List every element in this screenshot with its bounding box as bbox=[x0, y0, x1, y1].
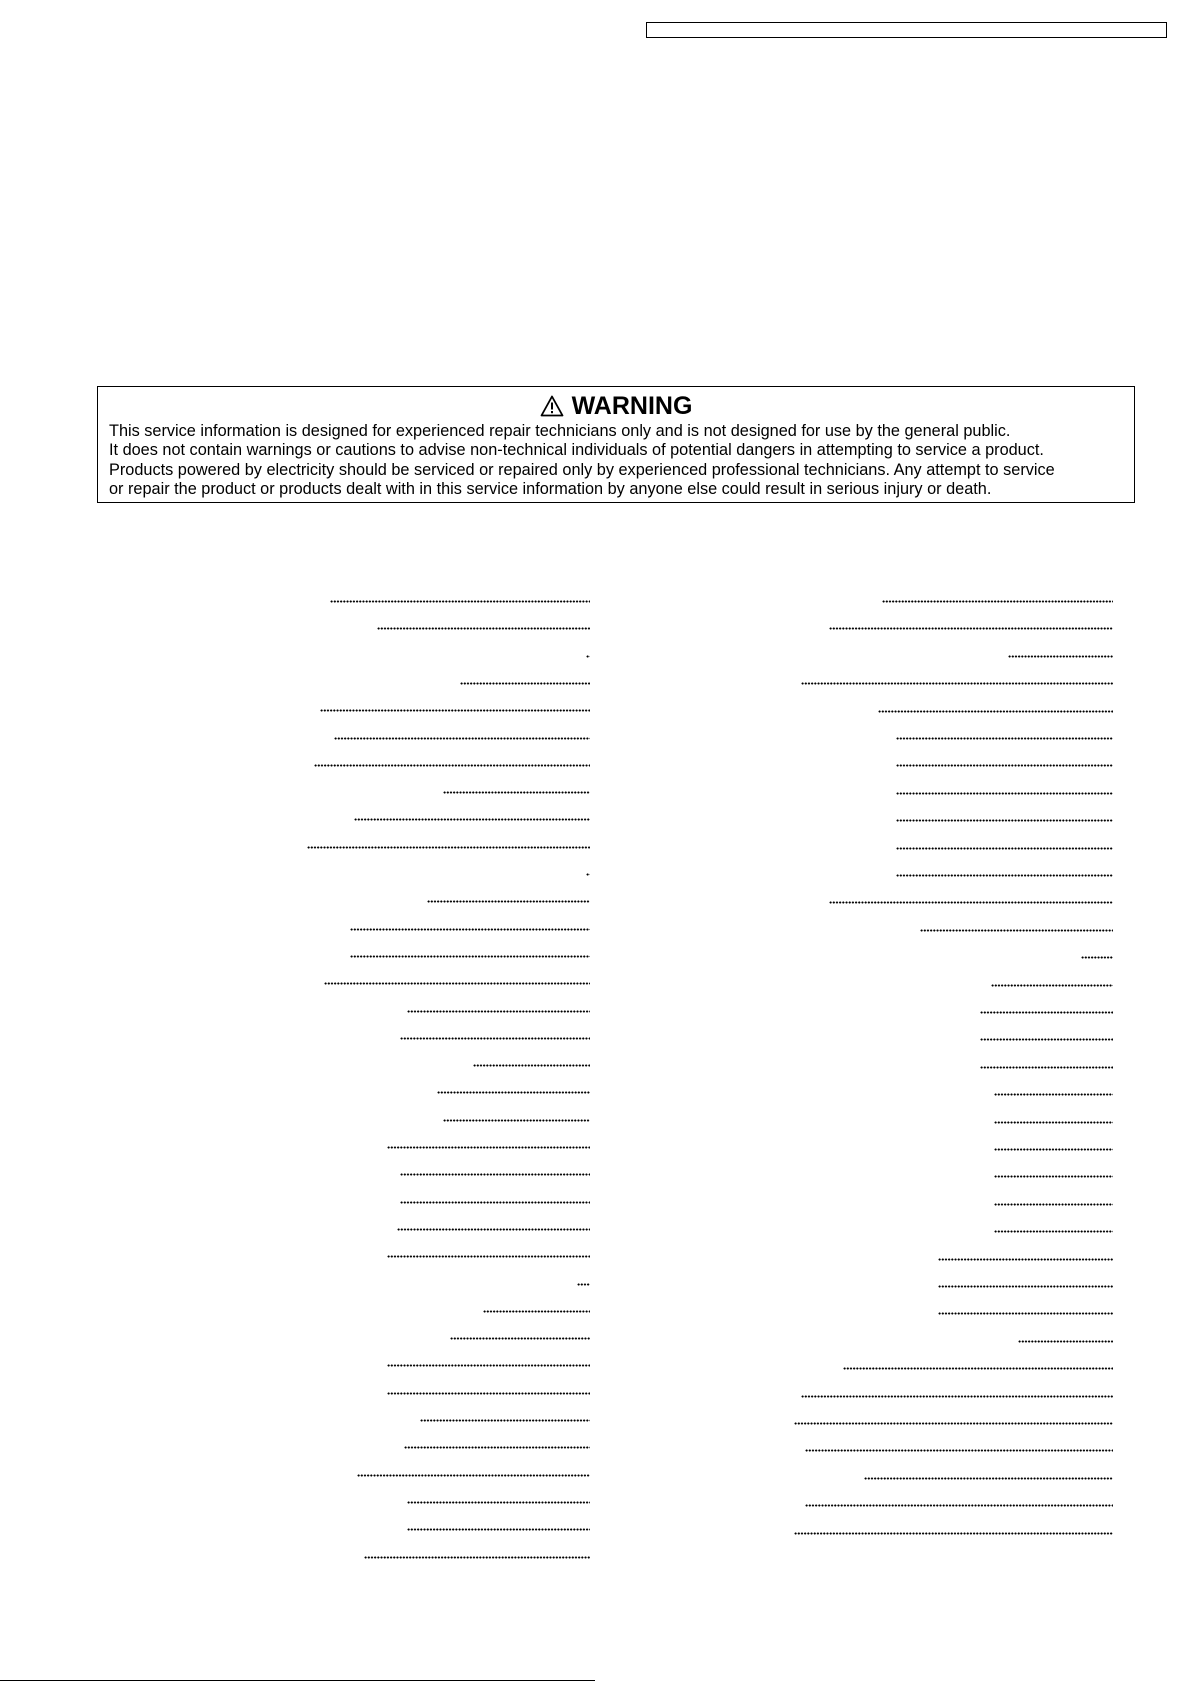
warning-title: WARNING bbox=[571, 392, 693, 420]
toc-entry-row bbox=[793, 1422, 1113, 1428]
toc-dot-leader bbox=[994, 1203, 1113, 1206]
toc-dot-leader bbox=[805, 1449, 1113, 1452]
toc-dot-leader bbox=[387, 1392, 590, 1395]
toc-dot-leader bbox=[896, 847, 1113, 850]
toc-dot-leader bbox=[437, 1091, 590, 1094]
toc-dot-leader bbox=[387, 1255, 590, 1258]
toc-dot-leader bbox=[443, 791, 590, 794]
toc-dot-leader bbox=[794, 1532, 1113, 1535]
toc-dot-leader bbox=[350, 928, 590, 931]
toc-entry-row bbox=[270, 846, 590, 852]
warning-triangle-icon bbox=[540, 395, 564, 417]
toc-entry-row bbox=[270, 1283, 590, 1289]
toc-entry-row bbox=[793, 956, 1113, 962]
toc-dot-leader bbox=[896, 792, 1113, 795]
toc-entry-row bbox=[793, 792, 1113, 798]
toc-entry-row bbox=[270, 1446, 590, 1452]
toc-entry-row bbox=[270, 1119, 590, 1125]
toc-dot-leader bbox=[420, 1419, 590, 1422]
toc-entry-row bbox=[793, 847, 1113, 853]
toc-entry-row bbox=[270, 655, 590, 661]
toc-entry-row bbox=[793, 1175, 1113, 1181]
toc-dot-leader bbox=[586, 873, 590, 876]
toc-dot-leader bbox=[400, 1037, 590, 1040]
footer-rule bbox=[0, 1680, 595, 1681]
toc-dot-leader bbox=[404, 1446, 590, 1449]
toc-entry-row bbox=[793, 1258, 1113, 1264]
toc-entry-row bbox=[793, 1367, 1113, 1373]
toc-dot-leader bbox=[314, 764, 590, 767]
toc-entry-row bbox=[270, 1337, 590, 1343]
toc-dot-leader bbox=[829, 901, 1113, 904]
toc-entry-row bbox=[270, 1091, 590, 1097]
toc-dot-leader bbox=[938, 1312, 1113, 1315]
toc-dot-leader bbox=[878, 710, 1113, 713]
toc-dot-leader bbox=[1018, 1340, 1113, 1343]
toc-dot-leader bbox=[991, 984, 1113, 987]
toc-dot-leader bbox=[307, 846, 590, 849]
toc-entry-row bbox=[270, 1474, 590, 1480]
warning-text bbox=[98, 422, 1134, 499]
toc-dot-leader bbox=[1081, 956, 1113, 959]
toc-dot-leader bbox=[980, 1011, 1113, 1014]
toc-dot-leader bbox=[377, 627, 590, 630]
toc-entry-row bbox=[270, 1037, 590, 1043]
toc-entry-row bbox=[793, 1504, 1113, 1510]
toc-dot-leader bbox=[994, 1121, 1113, 1124]
toc-dot-leader bbox=[577, 1283, 590, 1286]
toc-entry-row bbox=[793, 1340, 1113, 1346]
toc-dot-leader bbox=[443, 1119, 590, 1122]
warning-line: It does not contain warnings or cautions to advise non-technical individuals of potential dangers in attempting to service a product. bbox=[109, 441, 1044, 460]
toc-entry-row bbox=[270, 1010, 590, 1016]
toc-entry-row bbox=[793, 1312, 1113, 1318]
toc-dot-leader bbox=[387, 1146, 590, 1149]
warning-heading bbox=[98, 391, 1134, 421]
toc-dot-leader bbox=[397, 1228, 590, 1231]
toc-entry-row bbox=[270, 1419, 590, 1425]
toc-entry-row bbox=[793, 1066, 1113, 1072]
toc-entry-row bbox=[270, 900, 590, 906]
toc-entry-row bbox=[270, 1173, 590, 1179]
toc-dot-leader bbox=[586, 655, 590, 658]
toc-entry-row bbox=[793, 901, 1113, 907]
toc-dot-leader bbox=[980, 1066, 1113, 1069]
toc-entry-row bbox=[793, 1532, 1113, 1538]
toc-dot-leader bbox=[473, 1064, 590, 1067]
toc-entry-row bbox=[270, 682, 590, 688]
toc-entry-row bbox=[793, 1395, 1113, 1401]
toc-dot-leader bbox=[843, 1367, 1113, 1370]
toc-entry-row bbox=[270, 1255, 590, 1261]
toc-dot-leader bbox=[829, 627, 1113, 630]
toc-dot-leader bbox=[1008, 655, 1113, 658]
header-label-box bbox=[646, 22, 1167, 38]
toc-dot-leader bbox=[994, 1093, 1113, 1096]
toc-entry-row bbox=[793, 1148, 1113, 1154]
warning-line: or repair the product or products dealt with in this service information by anyone else could result in serious injury or death. bbox=[109, 479, 992, 498]
toc-entry-row bbox=[793, 1449, 1113, 1455]
toc-entry-row bbox=[793, 1477, 1113, 1483]
toc-dot-leader bbox=[994, 1148, 1113, 1151]
toc-entry-row bbox=[270, 1064, 590, 1070]
warning-line: Products powered by electricity should be serviced or repaired only by experienced professional technicians. Any attempt to service bbox=[109, 460, 1055, 479]
toc-dot-leader bbox=[400, 1201, 590, 1204]
toc-entry-row bbox=[793, 1011, 1113, 1017]
toc-entry-row bbox=[793, 600, 1113, 606]
toc-dot-leader bbox=[801, 1395, 1113, 1398]
toc-entry-row bbox=[793, 627, 1113, 633]
toc-dot-leader bbox=[801, 682, 1113, 685]
toc-entry-row bbox=[793, 655, 1113, 661]
toc-dot-leader bbox=[400, 1173, 590, 1176]
toc-entry-row bbox=[270, 1501, 590, 1507]
warning-box bbox=[97, 386, 1135, 503]
toc-dot-leader bbox=[938, 1258, 1113, 1261]
toc-entry-row bbox=[793, 1230, 1113, 1236]
toc-entry-row bbox=[270, 764, 590, 770]
toc-dot-leader bbox=[354, 818, 590, 821]
toc-entry-row bbox=[270, 1392, 590, 1398]
toc-entry-row bbox=[270, 1310, 590, 1316]
toc-dot-leader bbox=[938, 1285, 1113, 1288]
toc-entry-row bbox=[270, 1201, 590, 1207]
toc-dot-leader bbox=[980, 1038, 1113, 1041]
toc-left-column bbox=[270, 600, 590, 1580]
toc-dot-leader bbox=[330, 600, 590, 603]
toc-dot-leader bbox=[450, 1337, 590, 1340]
toc-entry-row bbox=[270, 1228, 590, 1234]
toc-entry-row bbox=[270, 627, 590, 633]
toc-entry-row bbox=[270, 1364, 590, 1370]
toc-entry-row bbox=[793, 929, 1113, 935]
toc-entry-row bbox=[270, 1556, 590, 1562]
toc-entry-row bbox=[793, 1121, 1113, 1127]
toc-entry-row bbox=[793, 984, 1113, 990]
toc-entry-row bbox=[793, 1285, 1113, 1291]
toc-dot-leader bbox=[896, 764, 1113, 767]
toc-dot-leader bbox=[324, 982, 590, 985]
toc-entry-row bbox=[793, 1038, 1113, 1044]
toc-entry-row bbox=[270, 873, 590, 879]
toc-entry-row bbox=[793, 1093, 1113, 1099]
toc-dot-leader bbox=[896, 874, 1113, 877]
toc-right-column bbox=[793, 600, 1113, 1580]
toc-dot-leader bbox=[460, 682, 590, 685]
toc-entry-row bbox=[270, 1146, 590, 1152]
toc-entry-row bbox=[793, 1203, 1113, 1209]
toc-dot-leader bbox=[427, 900, 590, 903]
toc-entry-row bbox=[270, 791, 590, 797]
toc-dot-leader bbox=[994, 1175, 1113, 1178]
toc-entry-row bbox=[793, 682, 1113, 688]
toc-dot-leader bbox=[320, 709, 590, 712]
toc-entry-row bbox=[270, 737, 590, 743]
toc-entry-row bbox=[270, 928, 590, 934]
toc-dot-leader bbox=[896, 737, 1113, 740]
toc-entry-row bbox=[793, 874, 1113, 880]
toc-entry-row bbox=[793, 710, 1113, 716]
toc-dot-leader bbox=[794, 1422, 1113, 1425]
toc-dot-leader bbox=[882, 600, 1113, 603]
toc-dot-leader bbox=[483, 1310, 590, 1313]
toc-entry-row bbox=[270, 818, 590, 824]
toc-dot-leader bbox=[364, 1556, 590, 1559]
toc-dot-leader bbox=[994, 1230, 1113, 1233]
toc-dot-leader bbox=[805, 1504, 1113, 1507]
toc-dot-leader bbox=[407, 1501, 590, 1504]
toc-dot-leader bbox=[864, 1477, 1113, 1480]
toc-dot-leader bbox=[407, 1010, 590, 1013]
toc-entry-row bbox=[793, 764, 1113, 770]
toc-dot-leader bbox=[350, 955, 590, 958]
toc-entry-row bbox=[270, 600, 590, 606]
toc-dot-leader bbox=[920, 929, 1113, 932]
toc-entry-row bbox=[270, 709, 590, 715]
toc-entry-row bbox=[270, 955, 590, 961]
toc-dot-leader bbox=[334, 737, 590, 740]
toc-dot-leader bbox=[387, 1364, 590, 1367]
toc-entry-row bbox=[270, 982, 590, 988]
toc-dot-leader bbox=[896, 819, 1113, 822]
toc-dot-leader bbox=[357, 1474, 590, 1477]
toc-entry-row bbox=[793, 737, 1113, 743]
toc-entry-row bbox=[793, 819, 1113, 825]
toc-entry-row bbox=[270, 1528, 590, 1534]
toc-dot-leader bbox=[407, 1528, 590, 1531]
warning-line: This service information is designed for experienced repair technicians only and is not designed for use by the general public. bbox=[109, 422, 1011, 440]
